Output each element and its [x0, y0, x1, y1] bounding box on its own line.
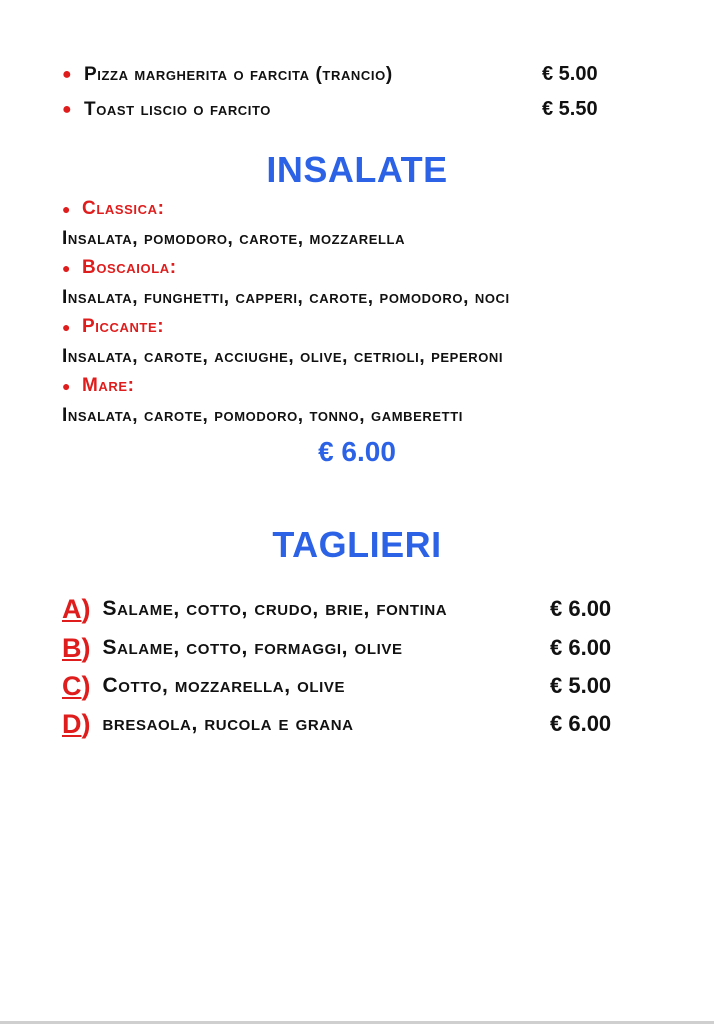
salad-ingredients: Insalata, carote, pomodoro, tonno, gamberetti: [62, 405, 463, 426]
platter-price: € 6.00: [550, 635, 612, 660]
platter-text: Salame, cotto, formaggi, olive: [102, 636, 403, 659]
platter-price: € 5.00: [550, 673, 612, 698]
platter-item-a: [62, 592, 447, 626]
menu-item-pizza: [62, 61, 694, 89]
salad-price: € 6.00: [318, 436, 396, 467]
platter-letter: D: [62, 708, 82, 739]
bullet-icon: ●: [62, 260, 72, 276]
platter-paren: ): [81, 708, 91, 739]
item-price: € 5.50: [542, 98, 598, 120]
salad-name: Piccante:: [82, 316, 165, 337]
section-title-insalate: INSALATE: [266, 149, 448, 190]
bullet-icon: ●: [62, 66, 72, 83]
bullet-icon: ●: [62, 201, 72, 217]
bullet-icon: ●: [62, 319, 72, 335]
platter-item-c: [62, 669, 345, 703]
section-title-taglieri: TAGLIERI: [272, 524, 442, 565]
salad-ingredients: Insalata, carote, acciughe, olive, cetrioli, peperoni: [62, 346, 504, 367]
platter-text: Salame, cotto, crudo, brie, fontina: [102, 597, 448, 620]
item-name: Pizza margherita o farcita (trancio): [84, 64, 393, 85]
platter-text: bresaola, rucola e grana: [102, 712, 354, 735]
platter-price: € 6.00: [550, 596, 612, 621]
salad-name-piccante: [62, 316, 164, 338]
salad-name: Boscaiola:: [82, 257, 177, 278]
platter-text: Cotto, mozzarella, olive: [102, 674, 346, 697]
salad-name: Classica:: [82, 198, 165, 219]
platter-letter: B: [62, 632, 82, 663]
platter-letter: C: [62, 670, 82, 701]
platter-item-b: [62, 631, 403, 665]
bullet-icon: ●: [62, 101, 72, 118]
bullet-icon: ●: [62, 378, 72, 394]
platter-paren: ): [81, 670, 91, 701]
platter-price: € 6.00: [550, 711, 612, 736]
salad-name-mare: [62, 375, 135, 397]
salad-name: Mare:: [82, 375, 135, 396]
item-name: Toast liscio o farcito: [84, 99, 272, 120]
salad-ingredients: Insalata, pomodoro, carote, mozzarella: [62, 228, 406, 249]
menu-item-toast: [62, 96, 694, 124]
platter-paren: ): [81, 632, 91, 663]
item-price: € 5.00: [542, 63, 598, 85]
platter-paren: ): [81, 593, 91, 624]
salad-name-boscaiola: [62, 257, 177, 279]
platter-item-d: [62, 707, 354, 741]
salad-ingredients: Insalata, funghetti, capperi, carote, pomodoro, noci: [62, 287, 510, 308]
salad-name-classica: [62, 198, 165, 220]
platter-letter: A: [62, 593, 82, 624]
